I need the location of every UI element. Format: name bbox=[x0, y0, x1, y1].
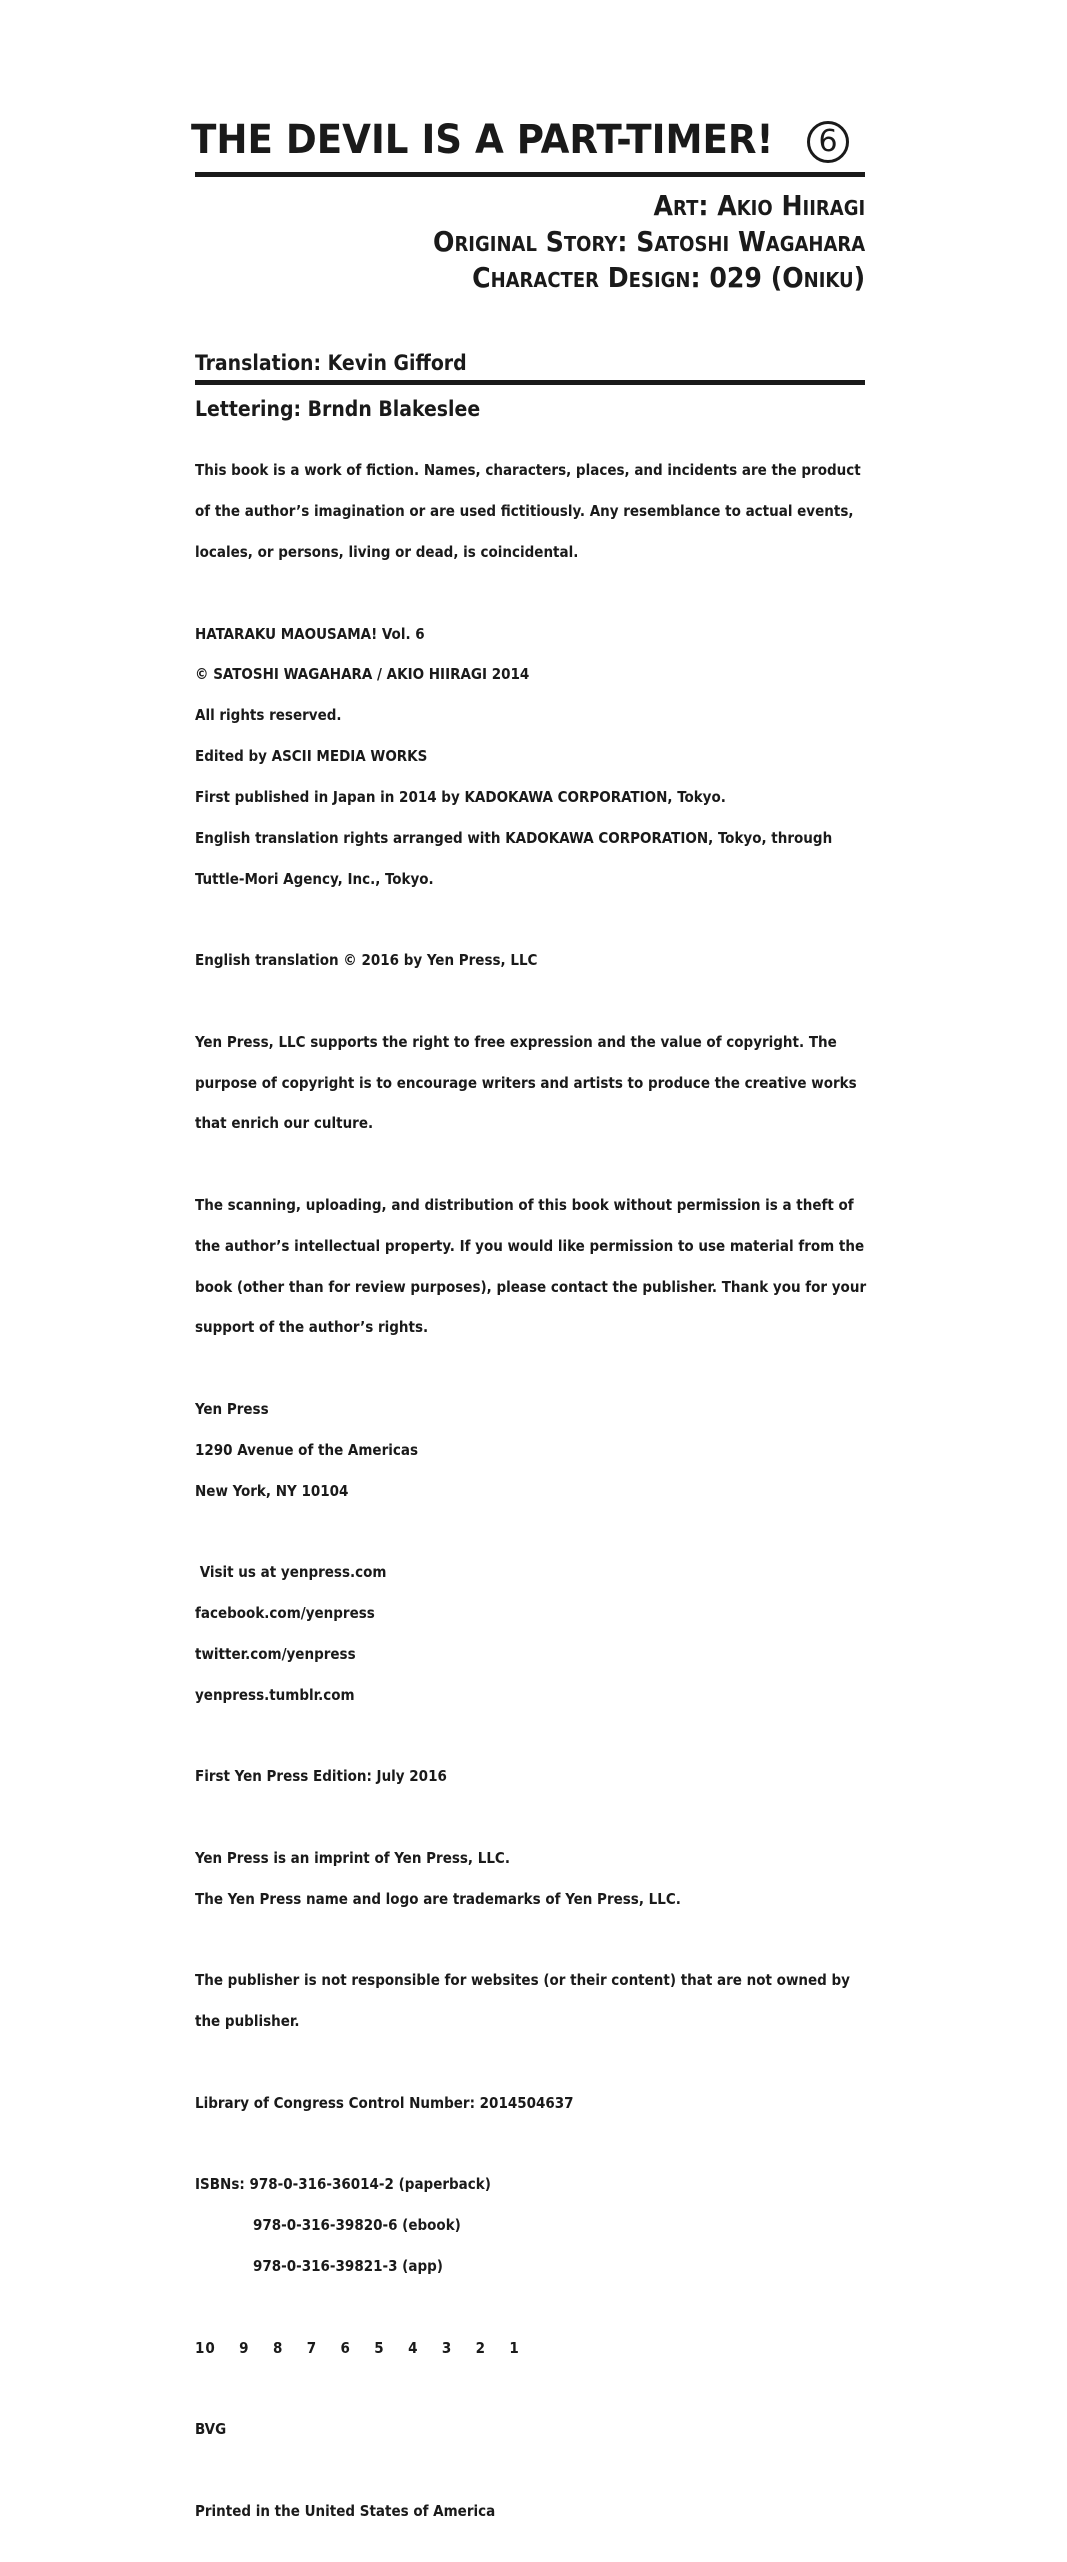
free-expression-notice: Yen Press, LLC supports the right to free expression and the value of copyright. The purpose of copyright is to encourage writers and artists to produce the creative works that enrich our culture. bbox=[195, 1032, 857, 1133]
imprint-notice: Yen Press is an imprint of Yen Press, LLC. The Yen Press name and logo are trademarks of Yen Press, LLC. bbox=[195, 1848, 681, 1908]
publisher-address: Yen Press 1290 Avenue of the Americas New York, NY 10104 bbox=[195, 1400, 419, 1500]
character-design-credit: Character Design: 029 (Oniku) bbox=[471, 261, 865, 294]
printing-line: 10 9 8 7 6 5 4 3 2 1 bbox=[195, 2338, 520, 2357]
scanning-notice: The scanning, uploading, and distribution of this book without permission is a theft of the author’s intellectual property. If you would like permission to use material from the book (other than for review purposes), please contact the publisher. Thank you for your support of the author’s rights. bbox=[195, 1195, 867, 1337]
website-link: Visit us at yenpress.com bbox=[195, 1563, 387, 1582]
translation-credit: Translation: Kevin Gifford bbox=[195, 351, 467, 375]
art-credit: Art: Akio Hiiragi bbox=[653, 189, 865, 222]
isbn-block: ISBNs: 978-0-316-36014-2 (paperback) 978-0-316-39820-6 (ebook) 978-0-316-39821-3 (app) bbox=[195, 2175, 491, 2275]
printed-in-line: Printed in the United States of America bbox=[195, 2501, 496, 2520]
book-title: THE DEVIL IS A PART-TIMER! bbox=[191, 117, 774, 163]
translation-copyright: English translation © 2016 by Yen Press, LLC bbox=[195, 951, 538, 970]
web-links bbox=[195, 1542, 867, 1726]
fiction-notice: This book is a work of fiction. Names, characters, places, and incidents are the product of the author’s imagination or are used fictitiously. Any resemblance to actual events, locales, or persons, living or dead, is coincidental. bbox=[195, 461, 861, 562]
volume-number-badge: 6 bbox=[807, 121, 849, 163]
publisher-disclaimer: The publisher is not responsible for websites (or their content) that are not owned by the publisher. bbox=[195, 1971, 850, 2031]
title-rule bbox=[195, 172, 865, 177]
credits-block bbox=[385, 188, 865, 296]
tumblr-link: yenpress.tumblr.com bbox=[195, 1685, 355, 1704]
printer-code: BVG bbox=[195, 2420, 227, 2439]
copyright-page bbox=[191, 0, 867, 2520]
facebook-link: facebook.com/yenpress bbox=[195, 1604, 375, 1623]
copyright-block: HATARAKU MAOUSAMA! Vol. 6 © SATOSHI WAGAHARA / AKIO HIIRAGI 2014 All rights reserved. Edited by ASCII MEDIA WORKS First published in Japan in 2014 by KADOKAWA CORPORATION, Tokyo. English translation rights arranged with KADOKAWA CORPORATION, Tokyo, through Tuttle-Mori Agency, Inc., Tokyo. bbox=[195, 624, 833, 888]
staff-rule bbox=[195, 380, 865, 385]
title-row bbox=[191, 112, 871, 172]
edition-line: First Yen Press Edition: July 2016 bbox=[195, 1767, 447, 1786]
legal-text bbox=[195, 440, 867, 2562]
original-story-credit: Original Story: Satoshi Wagahara bbox=[432, 225, 865, 258]
lettering-credit: Lettering: Brndn Blakeslee bbox=[195, 397, 481, 421]
lccn-line: Library of Congress Control Number: 2014504637 bbox=[195, 2093, 574, 2112]
twitter-link: twitter.com/yenpress bbox=[195, 1644, 356, 1663]
